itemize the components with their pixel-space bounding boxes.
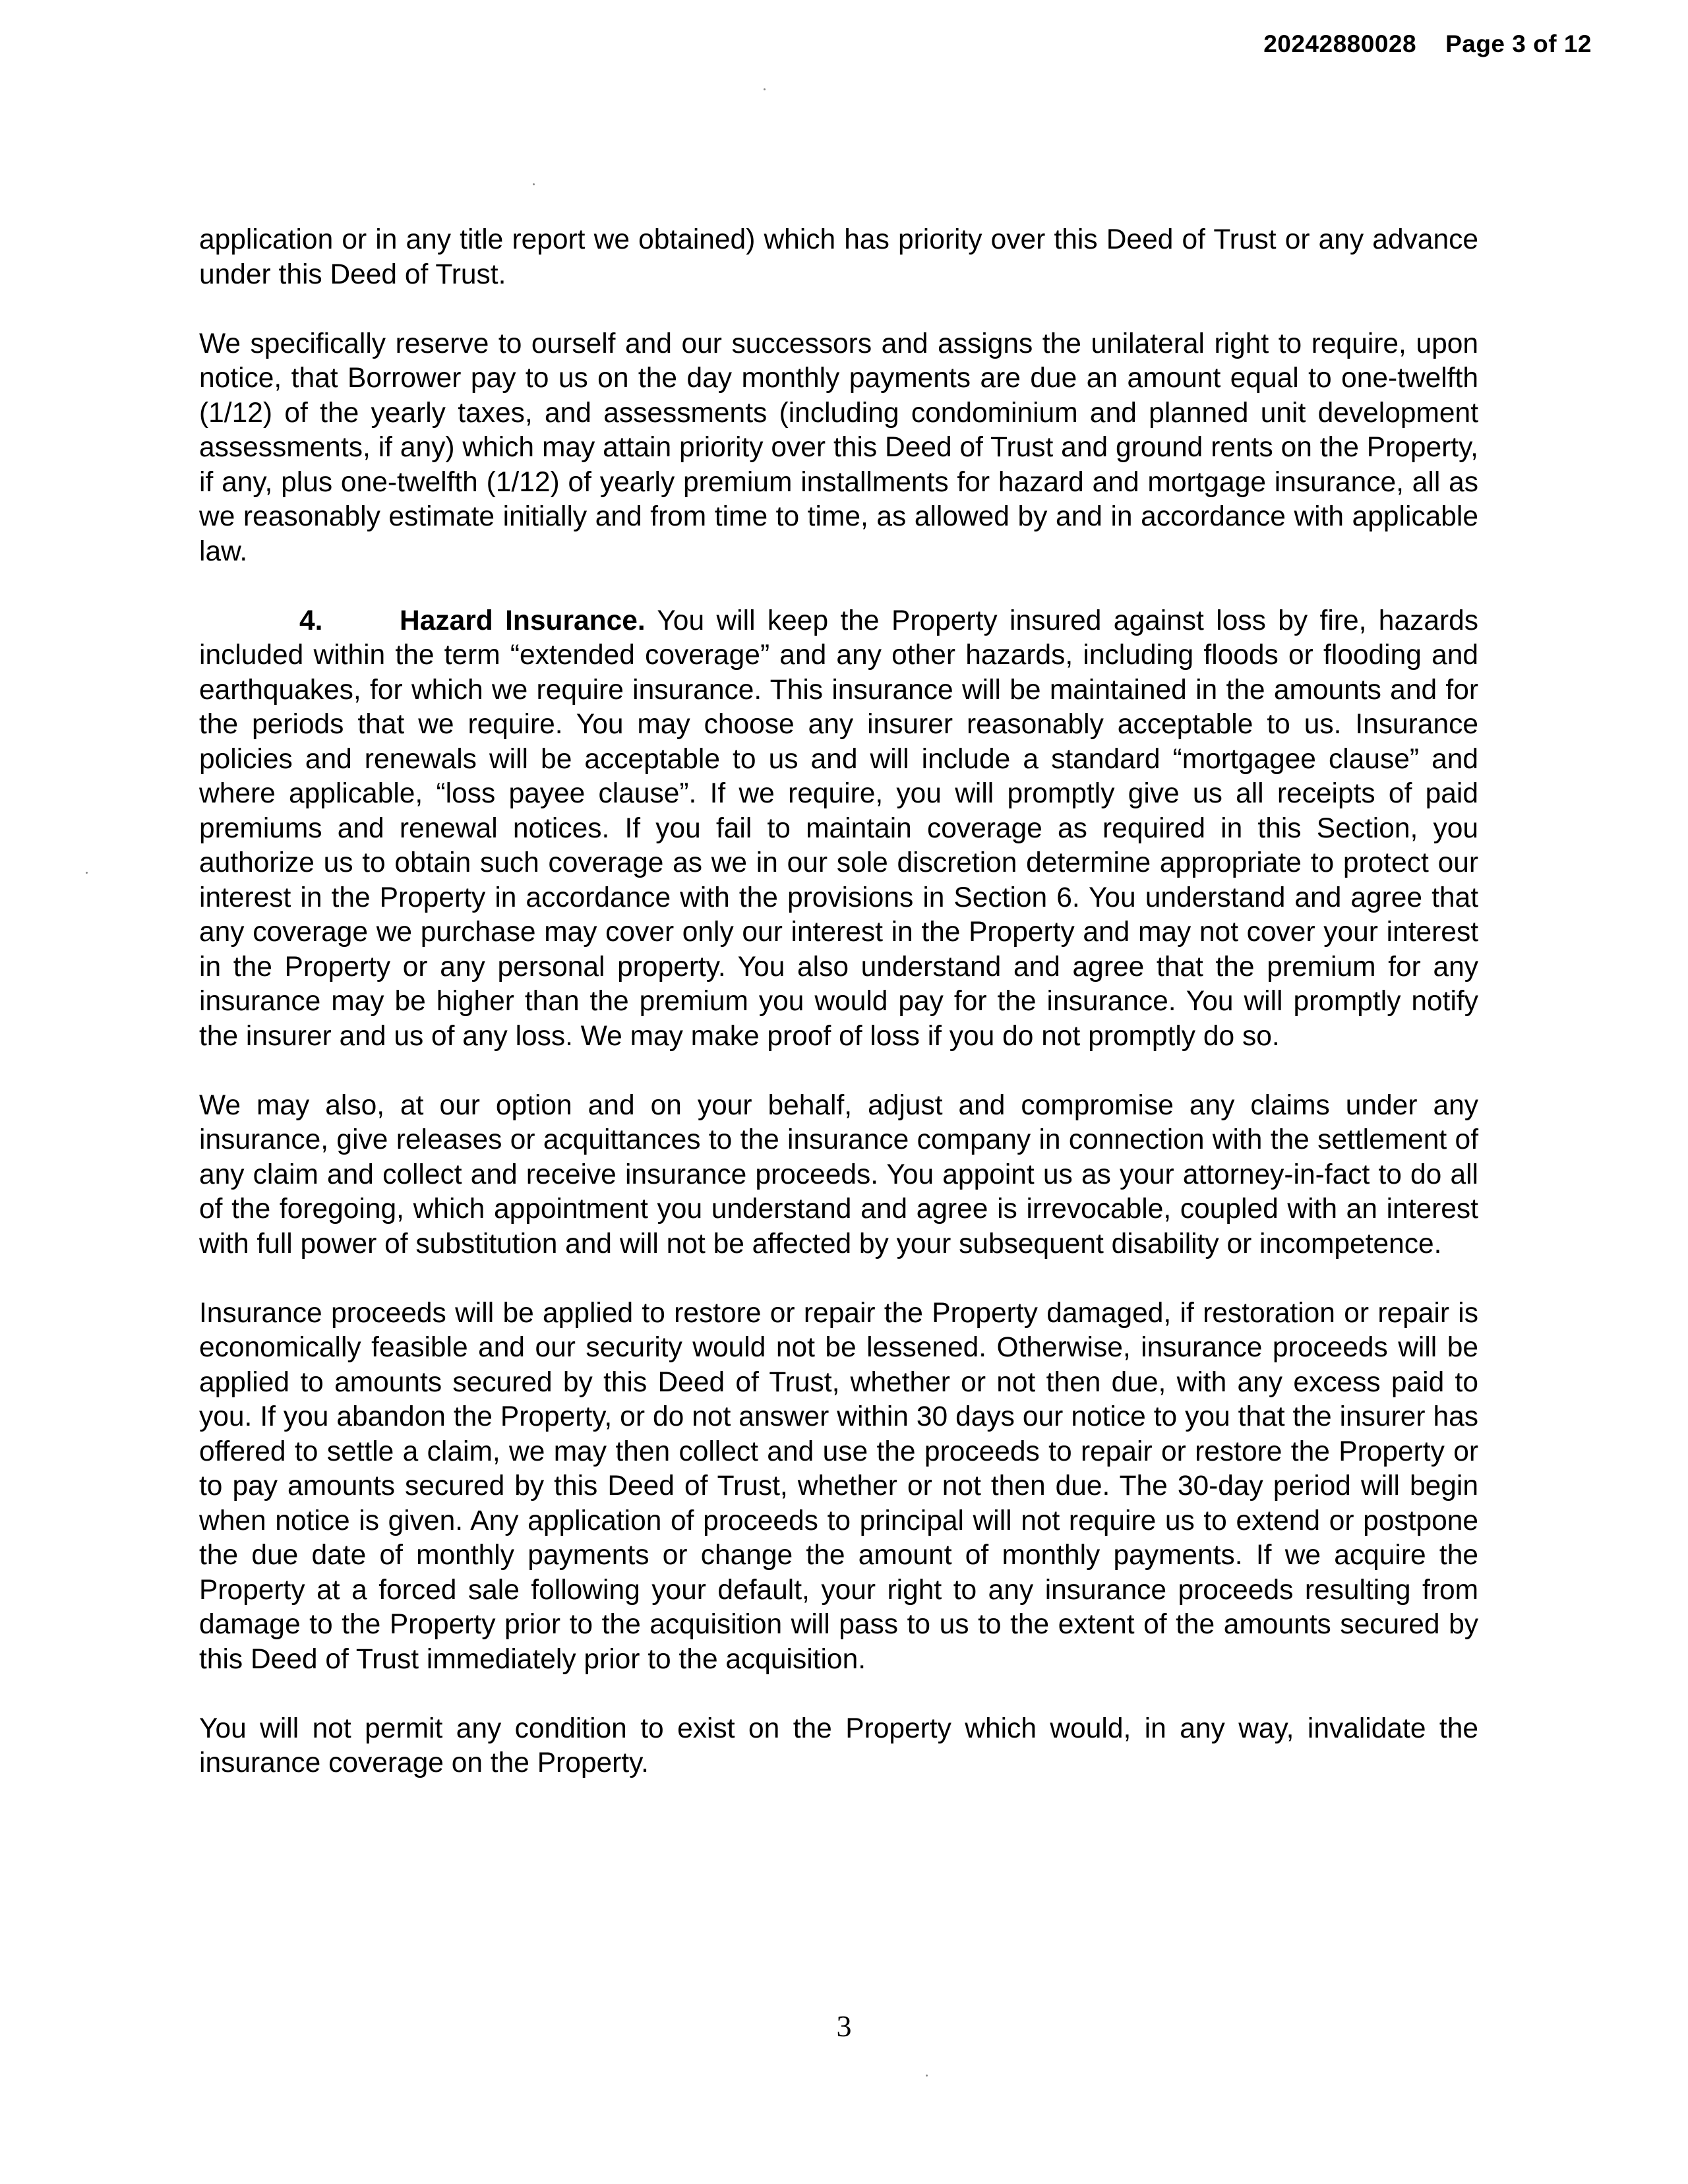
scan-speck: [926, 2075, 928, 2077]
scan-speck: [764, 88, 766, 90]
page-number: 3: [836, 2009, 852, 2043]
section-number: 4.: [299, 605, 323, 636]
section-text: You will keep the Property insured against loss by fire, hazards included within the term “extended coverage” and any other hazards, including floods or flooding and earthquakes, for which we require insurance. This insurance will be maintained in the amounts and for the periods that we require. You may choose any insurer reasonably acceptable to us. Insurance policies and renewals will be acceptable to us and will include a standard “mortgagee clause” and where applicable, “loss payee clause”. If we require, you will promptly give us all receipts of paid premiums and renewal notices. If you fail to maintain coverage as required in this Section, you authorize us to obtain such coverage as we in our sole discretion determine appropriate to protect our interest in the Property in accordance with the provisions in Section 6. You understand and agree that any coverage we purchase may cover only our interest in the Property and may not cover your interest in the Property or any personal property. You also understand and agree that the premium for any insurance may be higher than the premium you would pay for the insurance. You will promptly notify the insurer and us of any loss. We may make proof of loss if you do not promptly do so.: [199, 605, 1478, 1052]
paragraph-coverage-condition: You will not permit any condition to exist on the Property which would, in any way, invalidate the insurance coverage on the Property.: [199, 1713, 1478, 1778]
page-header: [1263, 30, 1592, 58]
paragraph-escrow-reserve: We specifically reserve to ourself and our successors and assigns the unilateral right to require, upon notice, that Borrower pay to us on the day monthly payments are due an amount equal to one-twelfth (1/12) of the yearly taxes, and assessments (including condominium and planned unit development assessments, if any) which may attain priority over this Deed of Trust and ground rents on the Property, if any, plus one-twelfth (1/12) of yearly premium installments for hazard and mortgage insurance, all as we reasonably estimate initially and from time to time, as allowed by and in accordance with applicable law.: [199, 328, 1478, 567]
paragraph-insurance-proceeds: Insurance proceeds will be applied to restore or repair the Property damaged, if restoration or repair is economically feasible and our security would not be lessened. Otherwise, insurance proceeds will be applied to amounts secured by this Deed of Trust, whether or not then due, with any excess paid to you. If you abandon the Property, or do not answer within 30 days our notice to you that the insurer has offered to settle a claim, we may then collect and use the proceeds to repair or restore the Property or to pay amounts secured by this Deed of Trust, whether or not then due. The 30-day period will begin when notice is given. Any application of proceeds to principal will not require us to extend or postpone the due date of monthly payments or change the amount of monthly payments. If we acquire the Property at a forced sale following your default, your right to any insurance proceeds resulting from damage to the Property prior to the acquisition will pass to us to the extent of the amounts secured by this Deed of Trust immediately prior to the acquisition.: [199, 1297, 1478, 1675]
document-body: [199, 223, 1478, 1815]
paragraph-claims-adjustment: We may also, at our option and on your behalf, adjust and compromise any claims under any insurance, give releases or acquittances to the insurance company in connection with the settlement of any claim and collect and receive insurance proceeds. You appoint us as your attorney-in-fact to do all of the foregoing, which appointment you understand and agree is irrevocable, coupled with an interest with full power of substitution and will not be affected by your subsequent disability or incompetence.: [199, 1089, 1478, 1259]
page-count: Page 3 of 12: [1445, 30, 1592, 57]
document-number: 20242880028: [1263, 30, 1417, 57]
section-4-hazard-insurance: [199, 604, 1478, 1054]
section-heading: Hazard Insurance.: [400, 605, 646, 636]
paragraph-continuation: application or in any title report we obtained) which has priority over this Deed of Trust or any advance under this Deed of Trust.: [199, 224, 1478, 290]
scan-speck: [533, 183, 535, 185]
scan-speck: [86, 872, 88, 874]
